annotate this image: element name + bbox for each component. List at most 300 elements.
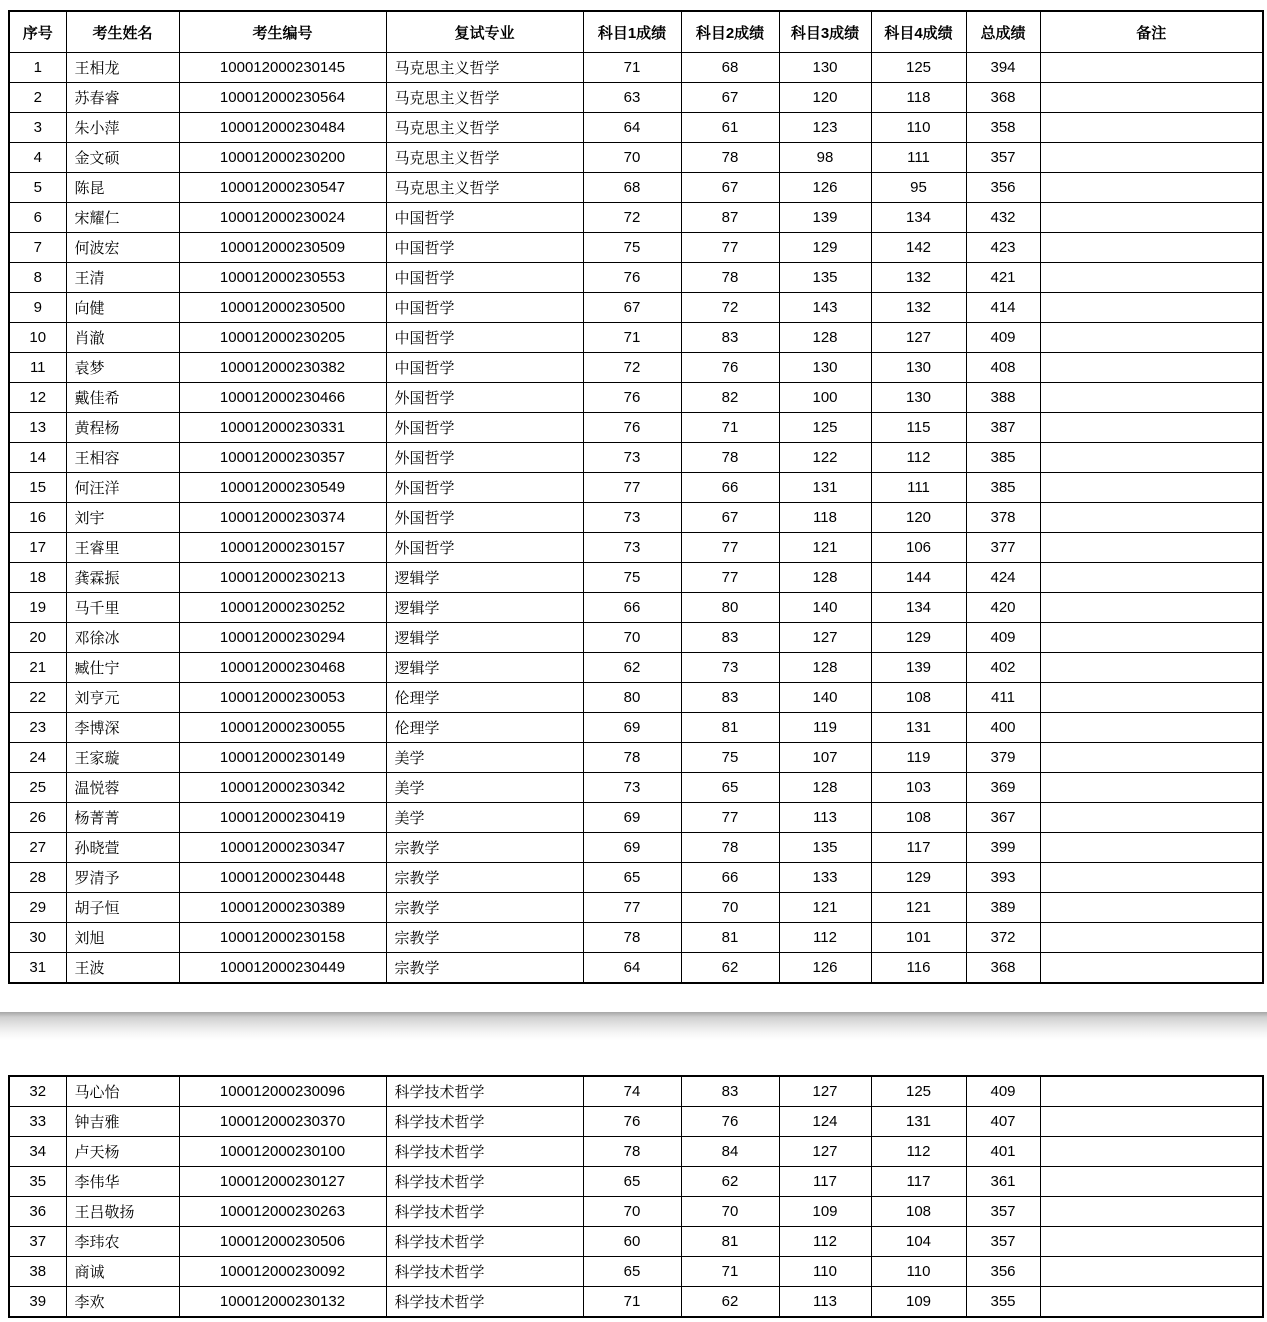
- cell-major: 美学: [386, 743, 583, 773]
- cell-major: 中国哲学: [386, 323, 583, 353]
- cell-score2: 83: [681, 623, 779, 653]
- cell-name: 李伟华: [66, 1167, 179, 1197]
- cell-score2: 67: [681, 173, 779, 203]
- cell-seq: 32: [9, 1076, 66, 1107]
- table-row: [9, 1076, 1263, 1107]
- cell-score3: 121: [779, 893, 871, 923]
- cell-id: 100012000230466: [179, 383, 386, 413]
- cell-score1: 75: [583, 563, 681, 593]
- cell-score3: 120: [779, 83, 871, 113]
- cell-name: 卢天杨: [66, 1137, 179, 1167]
- cell-remark: [1040, 953, 1263, 984]
- cell-major: 马克思主义哲学: [386, 173, 583, 203]
- cell-major: 科学技术哲学: [386, 1227, 583, 1257]
- table-row: [9, 1167, 1263, 1197]
- cell-remark: [1040, 593, 1263, 623]
- score-table-page-1: [8, 10, 1264, 984]
- cell-id: 100012000230419: [179, 803, 386, 833]
- cell-name: 李博深: [66, 713, 179, 743]
- cell-score1: 76: [583, 383, 681, 413]
- cell-major: 宗教学: [386, 893, 583, 923]
- score-table-page-2: [8, 1075, 1264, 1318]
- cell-major: 科学技术哲学: [386, 1137, 583, 1167]
- cell-remark: [1040, 533, 1263, 563]
- cell-score1: 75: [583, 233, 681, 263]
- cell-score4: 129: [871, 863, 966, 893]
- table-row: [9, 53, 1263, 83]
- cell-id: 100012000230468: [179, 653, 386, 683]
- table-row: [9, 353, 1263, 383]
- cell-seq: 11: [9, 353, 66, 383]
- cell-total: 358: [966, 113, 1040, 143]
- cell-score3: 124: [779, 1107, 871, 1137]
- cell-id: 100012000230213: [179, 563, 386, 593]
- cell-remark: [1040, 1076, 1263, 1107]
- cell-seq: 26: [9, 803, 66, 833]
- cell-remark: [1040, 473, 1263, 503]
- cell-total: 378: [966, 503, 1040, 533]
- cell-score1: 78: [583, 1137, 681, 1167]
- cell-remark: [1040, 173, 1263, 203]
- cell-score4: 112: [871, 1137, 966, 1167]
- cell-score3: 112: [779, 923, 871, 953]
- table-row: [9, 1287, 1263, 1318]
- cell-id: 100012000230449: [179, 953, 386, 984]
- cell-score4: 118: [871, 83, 966, 113]
- cell-score3: 133: [779, 863, 871, 893]
- cell-total: 394: [966, 53, 1040, 83]
- cell-id: 100012000230149: [179, 743, 386, 773]
- cell-id: 100012000230564: [179, 83, 386, 113]
- cell-score1: 69: [583, 713, 681, 743]
- cell-major: 逻辑学: [386, 593, 583, 623]
- cell-score1: 73: [583, 533, 681, 563]
- cell-major: 伦理学: [386, 683, 583, 713]
- cell-score1: 70: [583, 143, 681, 173]
- cell-total: 385: [966, 473, 1040, 503]
- cell-major: 科学技术哲学: [386, 1287, 583, 1318]
- cell-score1: 66: [583, 593, 681, 623]
- cell-score4: 117: [871, 1167, 966, 1197]
- cell-score3: 109: [779, 1197, 871, 1227]
- cell-name: 刘亨元: [66, 683, 179, 713]
- cell-id: 100012000230127: [179, 1167, 386, 1197]
- table-row: [9, 263, 1263, 293]
- cell-seq: 30: [9, 923, 66, 953]
- cell-name: 龚霖振: [66, 563, 179, 593]
- cell-name: 王波: [66, 953, 179, 984]
- cell-major: 中国哲学: [386, 233, 583, 263]
- cell-score1: 76: [583, 263, 681, 293]
- cell-name: 宋耀仁: [66, 203, 179, 233]
- cell-id: 100012000230331: [179, 413, 386, 443]
- cell-seq: 17: [9, 533, 66, 563]
- table-row: [9, 143, 1263, 173]
- cell-total: 400: [966, 713, 1040, 743]
- cell-score2: 76: [681, 353, 779, 383]
- cell-name: 马心怡: [66, 1076, 179, 1107]
- cell-total: 368: [966, 953, 1040, 984]
- cell-score1: 68: [583, 173, 681, 203]
- cell-major: 中国哲学: [386, 263, 583, 293]
- cell-score1: 71: [583, 323, 681, 353]
- cell-remark: [1040, 653, 1263, 683]
- cell-remark: [1040, 503, 1263, 533]
- cell-remark: [1040, 323, 1263, 353]
- cell-name: 王家璇: [66, 743, 179, 773]
- cell-score2: 81: [681, 713, 779, 743]
- table-row: [9, 833, 1263, 863]
- cell-remark: [1040, 863, 1263, 893]
- table-row: [9, 743, 1263, 773]
- cell-score3: 139: [779, 203, 871, 233]
- cell-total: 368: [966, 83, 1040, 113]
- cell-id: 100012000230157: [179, 533, 386, 563]
- cell-seq: 21: [9, 653, 66, 683]
- cell-score4: 131: [871, 1107, 966, 1137]
- cell-score2: 78: [681, 143, 779, 173]
- cell-score1: 74: [583, 1076, 681, 1107]
- cell-total: 420: [966, 593, 1040, 623]
- table-body-page-2: [9, 1076, 1263, 1317]
- cell-score3: 126: [779, 953, 871, 984]
- cell-score4: 125: [871, 53, 966, 83]
- cell-total: 388: [966, 383, 1040, 413]
- cell-major: 宗教学: [386, 923, 583, 953]
- cell-seq: 18: [9, 563, 66, 593]
- cell-seq: 20: [9, 623, 66, 653]
- cell-score4: 108: [871, 1197, 966, 1227]
- cell-major: 马克思主义哲学: [386, 113, 583, 143]
- cell-seq: 12: [9, 383, 66, 413]
- cell-score1: 76: [583, 1107, 681, 1137]
- cell-score1: 69: [583, 803, 681, 833]
- table-row: [9, 803, 1263, 833]
- cell-score3: 127: [779, 623, 871, 653]
- cell-seq: 13: [9, 413, 66, 443]
- cell-score4: 108: [871, 803, 966, 833]
- header-remark: 备注: [1040, 11, 1263, 53]
- cell-score1: 72: [583, 203, 681, 233]
- cell-score4: 134: [871, 593, 966, 623]
- cell-total: 367: [966, 803, 1040, 833]
- cell-remark: [1040, 1287, 1263, 1318]
- cell-score4: 108: [871, 683, 966, 713]
- cell-score1: 72: [583, 353, 681, 383]
- cell-name: 向健: [66, 293, 179, 323]
- cell-score2: 67: [681, 83, 779, 113]
- cell-score1: 70: [583, 1197, 681, 1227]
- cell-score4: 103: [871, 773, 966, 803]
- cell-seq: 9: [9, 293, 66, 323]
- cell-score3: 143: [779, 293, 871, 323]
- table-row: [9, 653, 1263, 683]
- cell-score4: 120: [871, 503, 966, 533]
- cell-major: 美学: [386, 803, 583, 833]
- cell-name: 何波宏: [66, 233, 179, 263]
- cell-score1: 77: [583, 473, 681, 503]
- cell-id: 100012000230200: [179, 143, 386, 173]
- table-body-page-1: [9, 53, 1263, 984]
- cell-major: 科学技术哲学: [386, 1197, 583, 1227]
- cell-major: 外国哲学: [386, 443, 583, 473]
- cell-score2: 83: [681, 323, 779, 353]
- cell-score3: 140: [779, 683, 871, 713]
- cell-total: 409: [966, 323, 1040, 353]
- cell-remark: [1040, 1197, 1263, 1227]
- cell-score2: 78: [681, 443, 779, 473]
- cell-score4: 110: [871, 113, 966, 143]
- cell-total: 401: [966, 1137, 1040, 1167]
- cell-major: 马克思主义哲学: [386, 53, 583, 83]
- table-row: [9, 413, 1263, 443]
- cell-remark: [1040, 233, 1263, 263]
- cell-seq: 6: [9, 203, 66, 233]
- table-row: [9, 443, 1263, 473]
- cell-seq: 29: [9, 893, 66, 923]
- cell-major: 科学技术哲学: [386, 1257, 583, 1287]
- header-major: 复试专业: [386, 11, 583, 53]
- cell-major: 中国哲学: [386, 203, 583, 233]
- cell-id: 100012000230370: [179, 1107, 386, 1137]
- cell-score2: 70: [681, 893, 779, 923]
- cell-total: 402: [966, 653, 1040, 683]
- cell-score2: 77: [681, 803, 779, 833]
- cell-score4: 127: [871, 323, 966, 353]
- cell-score2: 71: [681, 1257, 779, 1287]
- cell-total: 432: [966, 203, 1040, 233]
- cell-score4: 134: [871, 203, 966, 233]
- cell-name: 刘旭: [66, 923, 179, 953]
- cell-score1: 73: [583, 773, 681, 803]
- cell-name: 钟吉雅: [66, 1107, 179, 1137]
- cell-name: 王清: [66, 263, 179, 293]
- header-total: 总成绩: [966, 11, 1040, 53]
- cell-id: 100012000230158: [179, 923, 386, 953]
- table-row: [9, 773, 1263, 803]
- table-row: [9, 923, 1263, 953]
- cell-major: 科学技术哲学: [386, 1107, 583, 1137]
- cell-score1: 73: [583, 443, 681, 473]
- cell-seq: 19: [9, 593, 66, 623]
- cell-score4: 131: [871, 713, 966, 743]
- cell-score2: 62: [681, 953, 779, 984]
- cell-score1: 73: [583, 503, 681, 533]
- cell-id: 100012000230132: [179, 1287, 386, 1318]
- cell-major: 宗教学: [386, 833, 583, 863]
- cell-score4: 111: [871, 143, 966, 173]
- cell-seq: 4: [9, 143, 66, 173]
- cell-major: 中国哲学: [386, 353, 583, 383]
- cell-seq: 28: [9, 863, 66, 893]
- cell-score4: 119: [871, 743, 966, 773]
- cell-total: 385: [966, 443, 1040, 473]
- cell-score1: 67: [583, 293, 681, 323]
- cell-seq: 22: [9, 683, 66, 713]
- cell-score3: 113: [779, 1287, 871, 1318]
- cell-score1: 63: [583, 83, 681, 113]
- cell-id: 100012000230509: [179, 233, 386, 263]
- table-row: [9, 713, 1263, 743]
- header-name: 考生姓名: [66, 11, 179, 53]
- cell-id: 100012000230342: [179, 773, 386, 803]
- cell-seq: 27: [9, 833, 66, 863]
- cell-id: 100012000230092: [179, 1257, 386, 1287]
- cell-name: 朱小萍: [66, 113, 179, 143]
- cell-score4: 132: [871, 263, 966, 293]
- cell-name: 李玮农: [66, 1227, 179, 1257]
- cell-score2: 76: [681, 1107, 779, 1137]
- cell-score4: 117: [871, 833, 966, 863]
- cell-major: 外国哲学: [386, 473, 583, 503]
- cell-id: 100012000230294: [179, 623, 386, 653]
- cell-score2: 83: [681, 683, 779, 713]
- cell-score1: 71: [583, 53, 681, 83]
- table-row: [9, 293, 1263, 323]
- cell-score3: 98: [779, 143, 871, 173]
- cell-major: 逻辑学: [386, 563, 583, 593]
- cell-major: 马克思主义哲学: [386, 143, 583, 173]
- cell-score3: 128: [779, 563, 871, 593]
- cell-score2: 70: [681, 1197, 779, 1227]
- table-row: [9, 113, 1263, 143]
- cell-major: 外国哲学: [386, 533, 583, 563]
- cell-seq: 39: [9, 1287, 66, 1318]
- cell-remark: [1040, 923, 1263, 953]
- cell-major: 科学技术哲学: [386, 1167, 583, 1197]
- cell-score2: 61: [681, 113, 779, 143]
- table-row: [9, 863, 1263, 893]
- cell-score3: 128: [779, 653, 871, 683]
- cell-name: 苏春睿: [66, 83, 179, 113]
- table-row: [9, 533, 1263, 563]
- table-row: [9, 1257, 1263, 1287]
- cell-score1: 69: [583, 833, 681, 863]
- cell-seq: 23: [9, 713, 66, 743]
- cell-total: 409: [966, 623, 1040, 653]
- cell-total: 379: [966, 743, 1040, 773]
- cell-id: 100012000230374: [179, 503, 386, 533]
- cell-name: 马千里: [66, 593, 179, 623]
- cell-remark: [1040, 353, 1263, 383]
- cell-total: 372: [966, 923, 1040, 953]
- cell-name: 罗清予: [66, 863, 179, 893]
- cell-seq: 7: [9, 233, 66, 263]
- cell-seq: 10: [9, 323, 66, 353]
- cell-major: 逻辑学: [386, 653, 583, 683]
- cell-id: 100012000230100: [179, 1137, 386, 1167]
- cell-score3: 135: [779, 833, 871, 863]
- cell-id: 100012000230553: [179, 263, 386, 293]
- cell-score4: 104: [871, 1227, 966, 1257]
- cell-name: 王睿里: [66, 533, 179, 563]
- cell-score2: 83: [681, 1076, 779, 1107]
- cell-score3: 121: [779, 533, 871, 563]
- cell-score3: 127: [779, 1076, 871, 1107]
- cell-id: 100012000230484: [179, 113, 386, 143]
- header-seq: 序号: [9, 11, 66, 53]
- cell-score1: 64: [583, 953, 681, 984]
- cell-score2: 77: [681, 233, 779, 263]
- cell-name: 杨菁菁: [66, 803, 179, 833]
- cell-name: 胡子恒: [66, 893, 179, 923]
- cell-score1: 60: [583, 1227, 681, 1257]
- cell-name: 戴佳希: [66, 383, 179, 413]
- cell-seq: 15: [9, 473, 66, 503]
- cell-score4: 121: [871, 893, 966, 923]
- table-row: [9, 83, 1263, 113]
- cell-score1: 65: [583, 1257, 681, 1287]
- cell-remark: [1040, 263, 1263, 293]
- cell-score2: 78: [681, 833, 779, 863]
- cell-score3: 130: [779, 53, 871, 83]
- cell-id: 100012000230357: [179, 443, 386, 473]
- cell-major: 中国哲学: [386, 293, 583, 323]
- cell-name: 黄程杨: [66, 413, 179, 443]
- cell-seq: 33: [9, 1107, 66, 1137]
- cell-remark: [1040, 563, 1263, 593]
- cell-score2: 78: [681, 263, 779, 293]
- cell-total: 361: [966, 1167, 1040, 1197]
- cell-name: 王吕敬扬: [66, 1197, 179, 1227]
- cell-score1: 71: [583, 1287, 681, 1318]
- cell-seq: 35: [9, 1167, 66, 1197]
- cell-score2: 80: [681, 593, 779, 623]
- cell-id: 100012000230506: [179, 1227, 386, 1257]
- cell-id: 100012000230055: [179, 713, 386, 743]
- cell-seq: 25: [9, 773, 66, 803]
- cell-score2: 77: [681, 533, 779, 563]
- header-score2: 科目2成绩: [681, 11, 779, 53]
- table-row: [9, 953, 1263, 984]
- cell-seq: 8: [9, 263, 66, 293]
- cell-score3: 128: [779, 323, 871, 353]
- cell-id: 100012000230347: [179, 833, 386, 863]
- cell-score1: 76: [583, 413, 681, 443]
- cell-remark: [1040, 743, 1263, 773]
- cell-id: 100012000230024: [179, 203, 386, 233]
- cell-seq: 31: [9, 953, 66, 984]
- cell-remark: [1040, 293, 1263, 323]
- cell-score3: 113: [779, 803, 871, 833]
- cell-total: 369: [966, 773, 1040, 803]
- cell-score1: 78: [583, 743, 681, 773]
- cell-total: 357: [966, 143, 1040, 173]
- cell-name: 邓徐冰: [66, 623, 179, 653]
- cell-seq: 36: [9, 1197, 66, 1227]
- cell-score1: 62: [583, 653, 681, 683]
- cell-score2: 82: [681, 383, 779, 413]
- cell-score4: 132: [871, 293, 966, 323]
- cell-seq: 1: [9, 53, 66, 83]
- cell-score1: 64: [583, 113, 681, 143]
- cell-total: 377: [966, 533, 1040, 563]
- cell-remark: [1040, 683, 1263, 713]
- cell-score3: 122: [779, 443, 871, 473]
- cell-remark: [1040, 53, 1263, 83]
- cell-score3: 126: [779, 173, 871, 203]
- cell-name: 李欢: [66, 1287, 179, 1318]
- cell-score3: 107: [779, 743, 871, 773]
- cell-score4: 106: [871, 533, 966, 563]
- cell-id: 100012000230549: [179, 473, 386, 503]
- cell-name: 王相容: [66, 443, 179, 473]
- cell-seq: 2: [9, 83, 66, 113]
- cell-seq: 34: [9, 1137, 66, 1167]
- cell-score1: 77: [583, 893, 681, 923]
- cell-score2: 62: [681, 1287, 779, 1318]
- cell-score4: 144: [871, 563, 966, 593]
